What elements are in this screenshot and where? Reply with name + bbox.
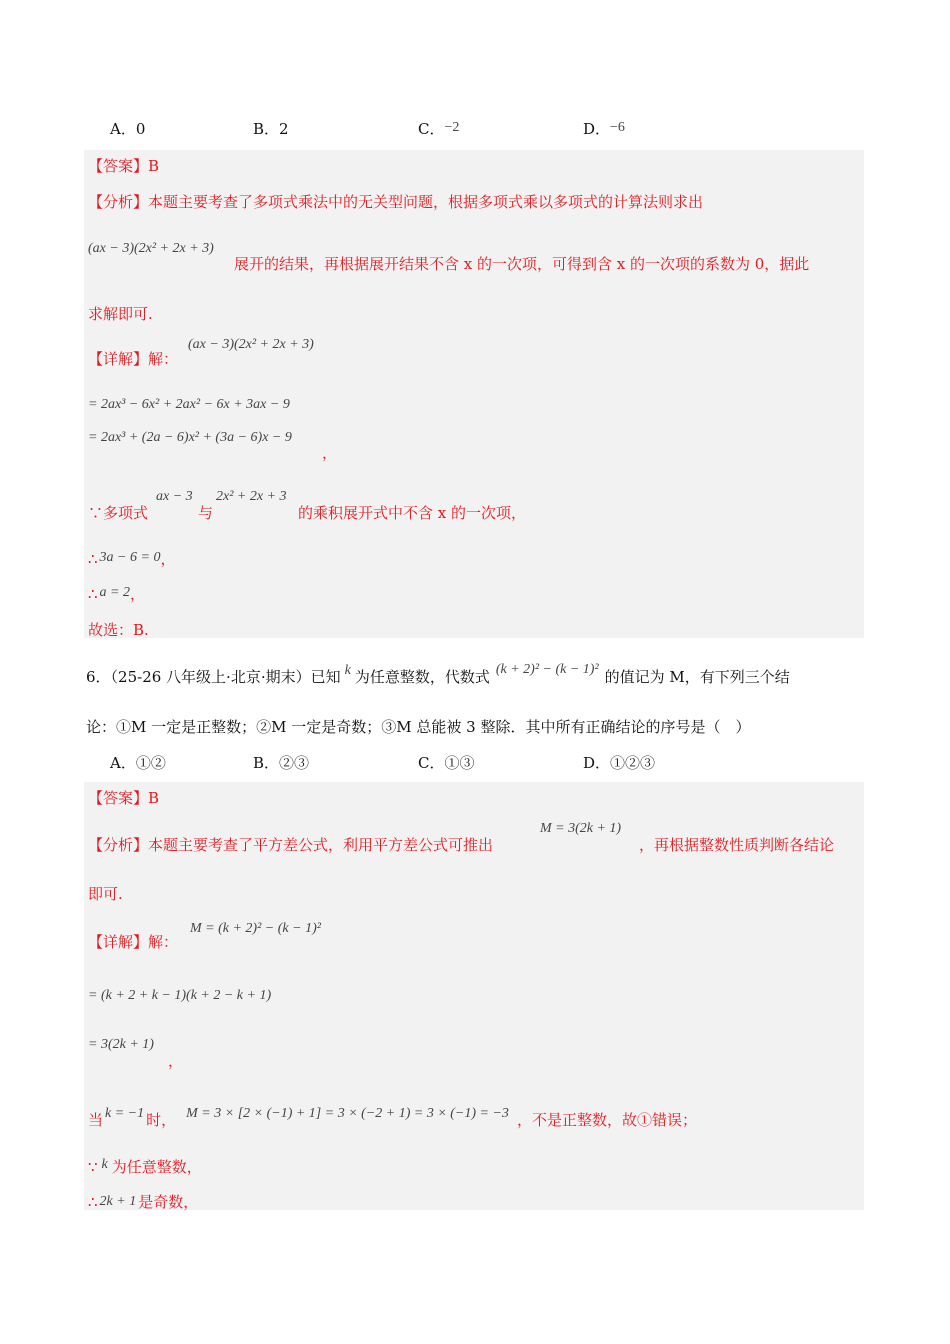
q5-therefore1	[88, 548, 175, 569]
q6-when-calc: M = 3 × [2 × (−1) + 1] = 3 × (−2 + 1) = 3 × (−1) = −3	[186, 1106, 509, 1121]
q6-stem-b: 为任意整数，代数式	[354, 668, 490, 686]
q6-step1: = (k + 2 + k − 1)(k + 2 − k + 1)	[88, 988, 272, 1003]
q5-analysis-line3: 求解即可.	[88, 305, 153, 323]
q5-therefore1-expr: 3a − 6 = 0	[99, 550, 161, 565]
q6-therefore-line	[88, 1191, 198, 1212]
q6-when-line	[88, 1106, 697, 1130]
q5-solution-box	[84, 150, 864, 638]
q5-because-expr1: ax − 3	[156, 489, 193, 504]
q5-analysis-line2: 展开的结果，再根据展开结果不含 x 的一次项，可得到含 x 的一次项的系数为 0，据此	[234, 255, 810, 273]
q5-therefore2	[88, 583, 145, 604]
q6-option-d: D．①②③	[583, 754, 656, 772]
q5-option-c-value: −2	[444, 120, 460, 135]
q5-because-a: ∵多项式	[88, 504, 149, 522]
q6-when-a: 当	[88, 1111, 104, 1129]
therefore-symbol: ∴	[88, 550, 98, 568]
q6-solution-box	[84, 782, 864, 1210]
q6-stem-line1	[86, 662, 790, 687]
q5-answer: 【答案】B	[88, 157, 160, 175]
q5-analysis: 【分析】本题主要考查了多项式乘法中的无关型问题，根据多项式乘以多项式的计算法则求出	[88, 193, 704, 211]
q6-answer: 【答案】B	[88, 789, 160, 807]
q6-therefore-text: 是奇数，	[138, 1193, 199, 1211]
q5-because-b: 与	[198, 504, 214, 522]
q5-option-d-label: D．	[583, 120, 611, 138]
q6-stem-expression: (k + 2)² − (k − 1)²	[495, 662, 599, 677]
q5-option-d	[583, 118, 625, 139]
q5-because-expr2: 2x² + 2x + 3	[216, 489, 287, 504]
therefore-symbol: ∴	[88, 1193, 98, 1211]
q6-step2: = 3(2k + 1)	[88, 1037, 154, 1052]
q6-analysis-expression: M = 3(2k + 1)	[540, 821, 622, 836]
q6-analysis-a: 【分析】本题主要考查了平方差公式，利用平方差公式可推出	[88, 836, 494, 854]
q5-analysis-expression: (ax − 3)(2x² + 2x + 3)	[88, 241, 214, 256]
q6-when-expr: k = −1	[105, 1106, 145, 1121]
q5-therefore2-tail: ，	[130, 585, 146, 603]
q5-option-c	[418, 118, 459, 139]
q5-option-d-value: −6	[610, 120, 625, 135]
q6-because-text: 为任意整数，	[111, 1158, 202, 1176]
q5-option-c-label: C．	[418, 120, 445, 138]
q5-detail-label: 【详解】解：	[88, 350, 179, 368]
q6-detail-label: 【详解】解：	[88, 933, 179, 951]
q5-therefore2-expr: a = 2	[99, 585, 130, 600]
q5-step2-tail: ，	[322, 444, 338, 462]
q5-therefore1-tail: ，	[160, 550, 176, 568]
q6-option-b: B．②③	[253, 754, 310, 772]
q5-step1: = 2ax³ − 6x² + 2ax² − 6x + 3ax − 9	[88, 397, 290, 412]
q6-stem-k: k	[344, 663, 351, 678]
q6-option-c: C．①③	[418, 754, 475, 772]
q6-analysis-line2: 即可.	[88, 885, 123, 903]
q5-conclusion: 故选：B.	[88, 621, 149, 639]
q5-detail-expression: (ax − 3)(2x² + 2x + 3)	[188, 337, 314, 352]
q6-therefore-expr: 2k + 1	[99, 1194, 137, 1209]
q6-stem-c: 的值记为 M，有下列三个结	[604, 668, 790, 686]
q6-because-k: k	[101, 1157, 108, 1172]
q6-analysis-b: ，再根据整数性质判断各结论	[639, 836, 835, 854]
q5-because-c: 的乘积展开式中不含 x 的一次项，	[298, 504, 526, 522]
because-symbol: ∵	[88, 1158, 98, 1176]
q5-option-b: B．2	[253, 120, 289, 138]
q6-when-c: ，不是正整数，故①错误；	[516, 1111, 697, 1129]
q6-stem-line2: 论：①M 一定是正整数；②M 一定是奇数；③M 总能被 3 整除．其中所有正确结论的序号是（ ）	[86, 718, 751, 736]
q6-when-b: 时，	[146, 1111, 177, 1129]
q6-step2-tail: ，	[168, 1052, 184, 1070]
q6-detail-expression: M = (k + 2)² − (k − 1)²	[190, 921, 321, 936]
q6-option-a: A．①②	[110, 754, 166, 772]
q6-because-line	[88, 1156, 202, 1177]
q5-step2: = 2ax³ + (2a − 6)x² + (3a − 6)x − 9	[88, 430, 292, 445]
q5-option-a: A．0	[110, 120, 146, 138]
therefore-symbol: ∴	[88, 585, 98, 603]
q6-stem-a: 6．（25-26 八年级上·北京·期末）已知	[86, 668, 341, 686]
